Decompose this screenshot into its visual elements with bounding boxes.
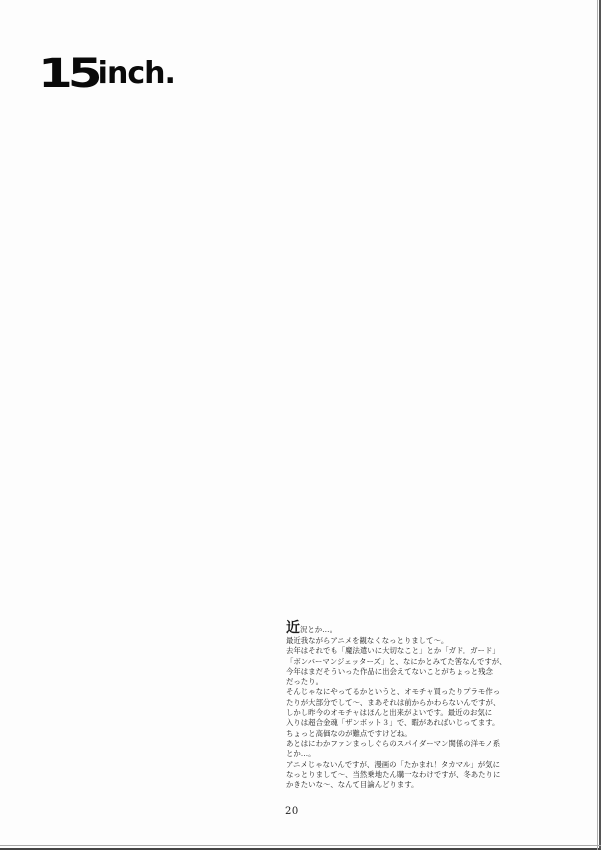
page-number: 20 xyxy=(285,806,299,817)
afterword-text xyxy=(286,620,576,790)
essay-line: とか…。 xyxy=(286,749,316,759)
scan-edge-right xyxy=(597,0,598,850)
essay-line: 今年はまだそういった作品に出会えてないことがちょっと残念 xyxy=(286,666,493,676)
essay-line: ちょっと高価なのが難点ですけどね。 xyxy=(286,728,412,738)
essay-line: しかし昨今のオモチャはほんと出来がよいです。最近のお気に xyxy=(286,708,493,718)
essay-line: 「ボンバーマンジェッターズ」と、なにかとみてた筈なんですが、 xyxy=(286,656,507,666)
essay-line: あとはにわかファンまっしぐらのスパイダーマン関係の洋モノ系 xyxy=(286,738,501,748)
essay-heading xyxy=(286,620,576,636)
essay-line: かきたいな〜、なんて目論んどります。 xyxy=(286,780,419,790)
essay-line: 入りは超合金魂「ザンボット３」で、暇があればいじってます。 xyxy=(286,718,500,728)
essay-line: そんじゃなにやってるかというと、オモチャ買ったりプラモ作っ xyxy=(286,687,501,697)
logo-word: inch. xyxy=(97,56,175,91)
essay-line: 最近我ながらアニメを観なくなっとりまして〜。 xyxy=(286,636,449,645)
essay-line: だったり。 xyxy=(286,677,323,687)
circle-logo xyxy=(38,51,175,97)
essay-heading-rest: 況とか…。 xyxy=(300,625,337,634)
scan-edge-bottom xyxy=(0,845,601,846)
essay-line: なっとりまして〜、当然乗地たん購一なわけですが、冬あたりに xyxy=(286,769,501,779)
essay-line: たりが大部分でして〜、まあそれは前からかわらないんですが、 xyxy=(286,697,501,707)
logo-number: 15 xyxy=(38,51,98,97)
essay-heading-char: 近 xyxy=(286,620,300,636)
essay-line: アニメじゃないんですが、漫画の「たかまれ！タカマル」が気に xyxy=(286,759,500,769)
essay-line: 去年はそれでも「魔法遣いに大切なこと」とか「ガド．ガード」 xyxy=(286,646,500,656)
